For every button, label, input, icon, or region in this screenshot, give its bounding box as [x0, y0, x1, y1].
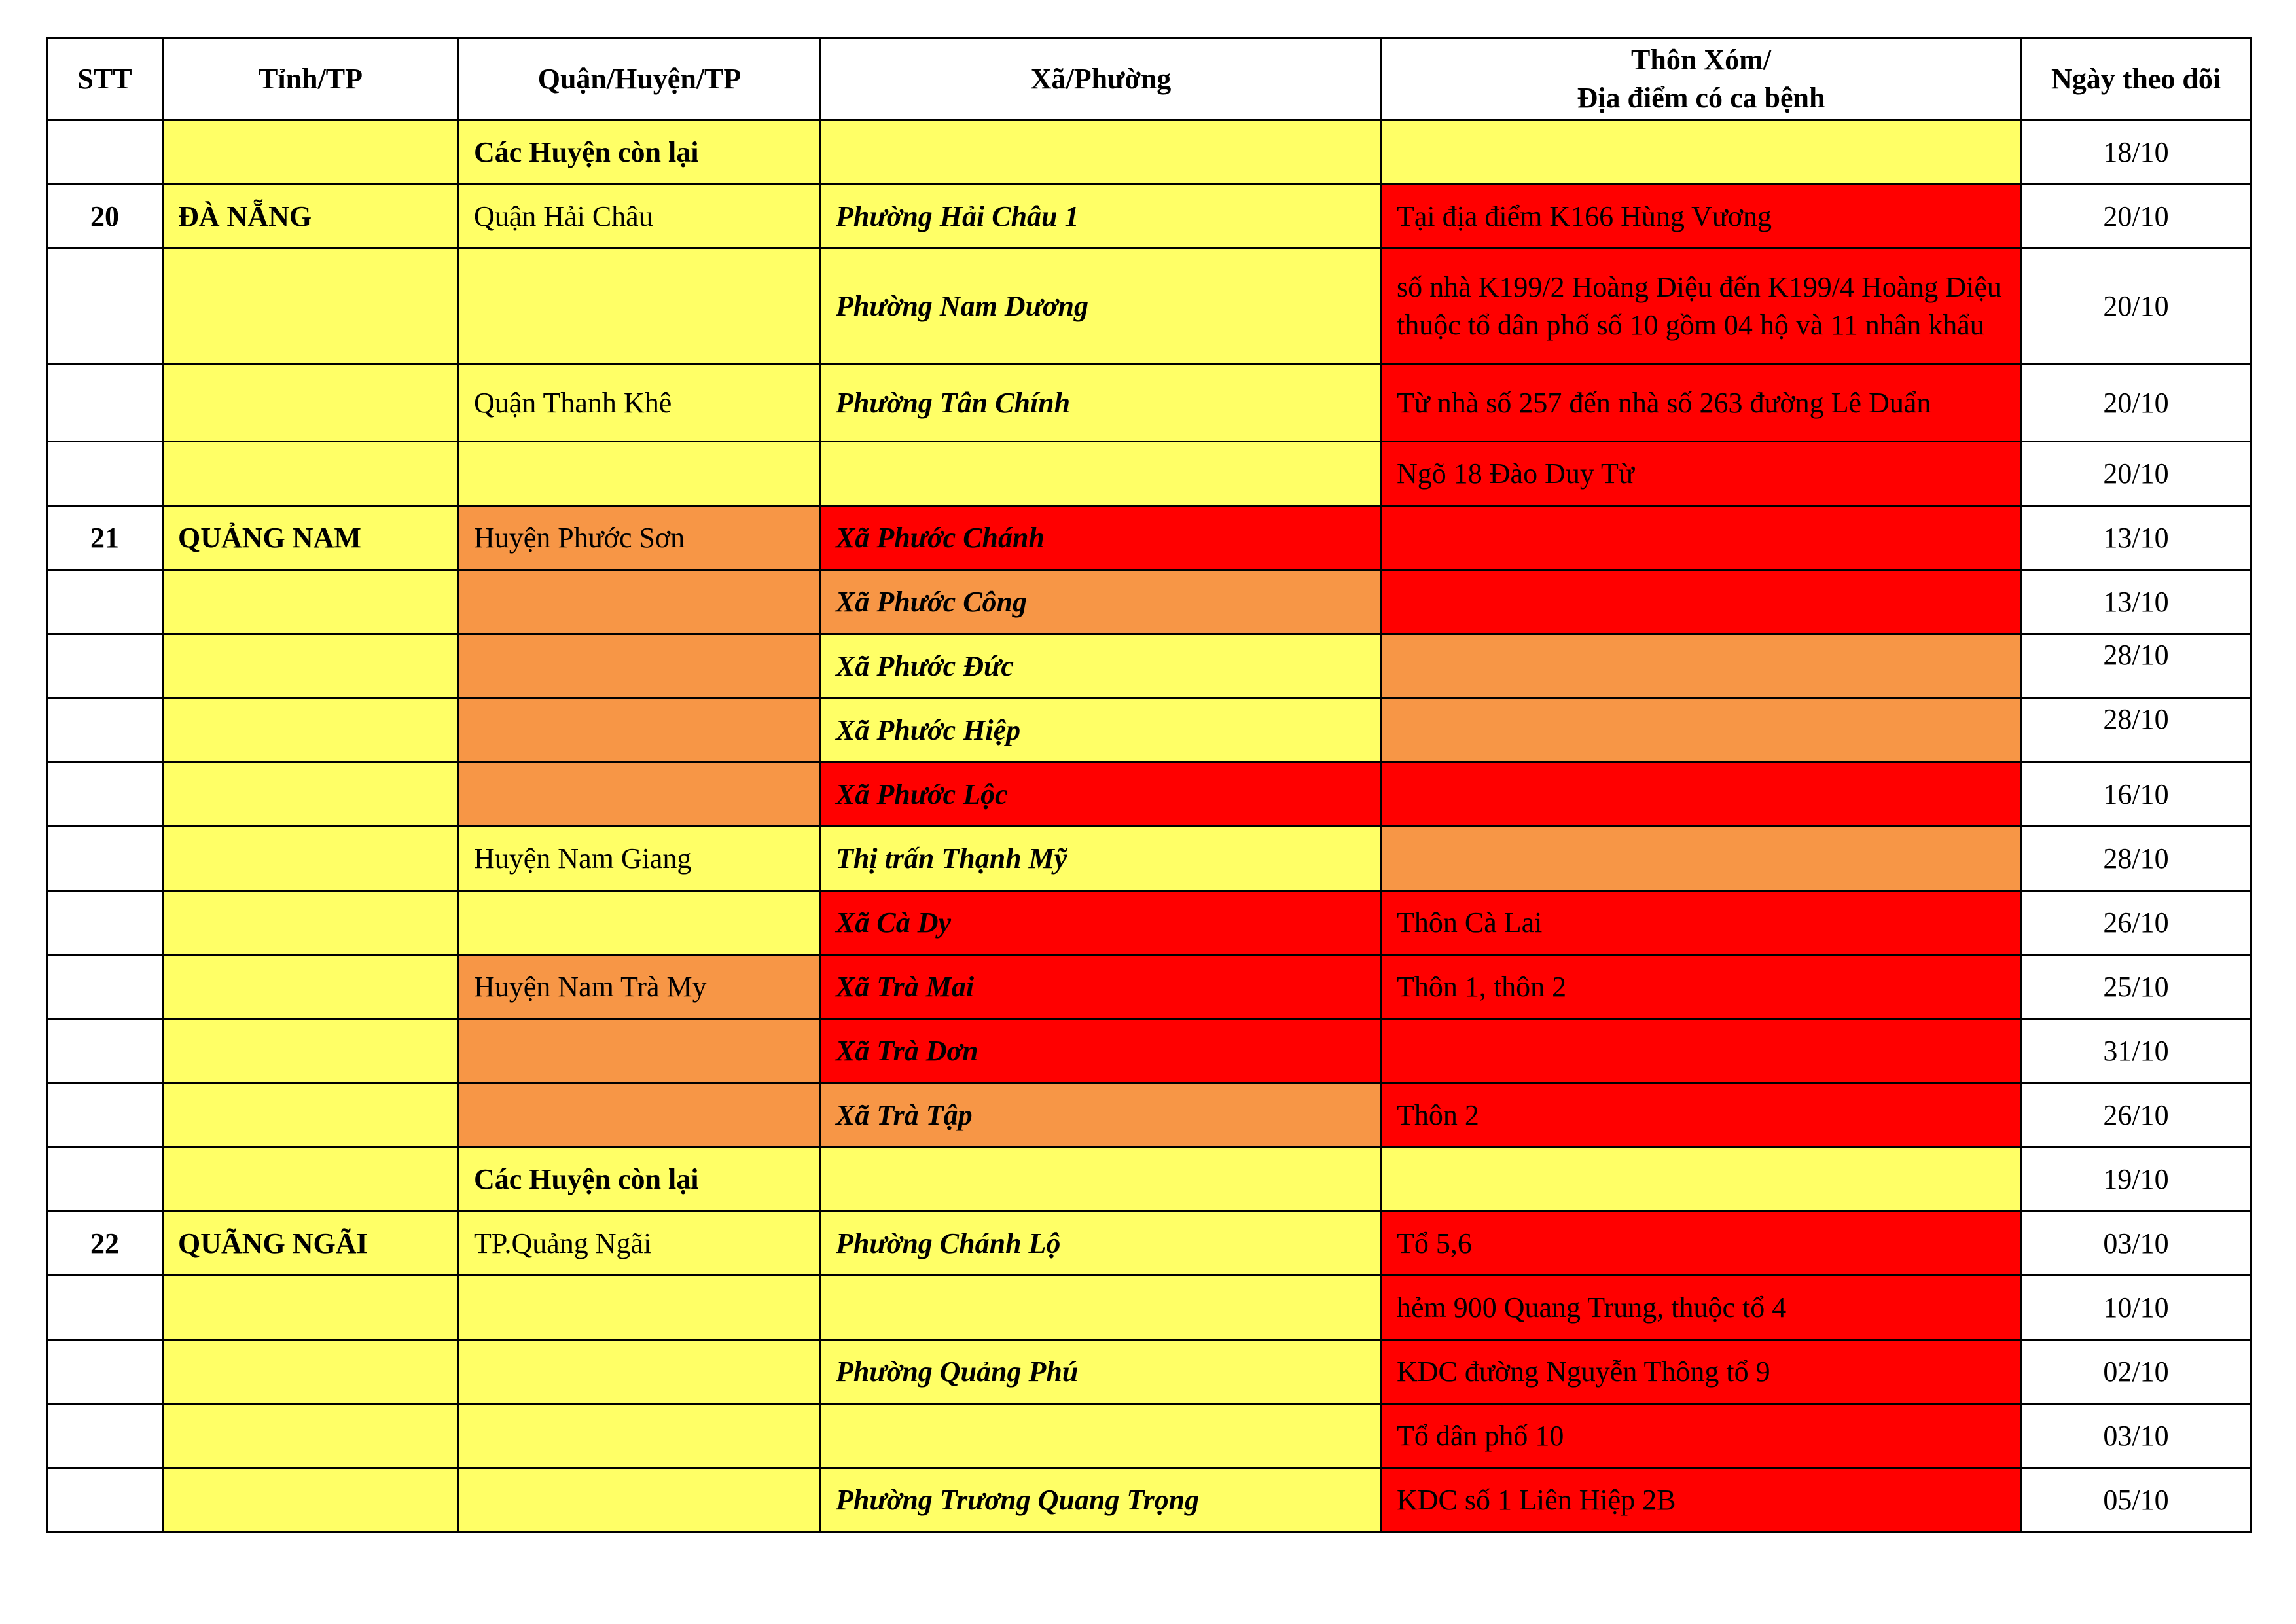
ward-cell: Xã Phước Chánh: [821, 506, 1382, 570]
table-row: [47, 120, 2251, 185]
hamlet-cell: Tổ dân phố 10: [1382, 1404, 2021, 1468]
stt-cell: [47, 1340, 163, 1404]
table-row: [47, 1083, 2251, 1147]
stt-cell: [47, 1276, 163, 1340]
table-row: [47, 185, 2251, 249]
table-row: [47, 1404, 2251, 1468]
table-row: [47, 570, 2251, 634]
stt-cell: [47, 634, 163, 698]
province-cell: [163, 442, 459, 506]
province-cell: [163, 120, 459, 185]
province-cell: [163, 1083, 459, 1147]
district-cell: Các Huyện còn lại: [459, 1147, 821, 1212]
ward-cell: Phường Nam Dương: [821, 249, 1382, 365]
hamlet-cell: hẻm 900 Quang Trung, thuộc tổ 4: [1382, 1276, 2021, 1340]
province-cell: ĐÀ NẴNG: [163, 185, 459, 249]
stt-cell: [47, 442, 163, 506]
table-row: [47, 1340, 2251, 1404]
hamlet-cell: Tại địa điểm K166 Hùng Vương: [1382, 185, 2021, 249]
district-cell: [459, 1019, 821, 1083]
ward-cell: [821, 1276, 1382, 1340]
province-cell: [163, 891, 459, 955]
stt-cell: [47, 891, 163, 955]
stt-cell: [47, 1468, 163, 1532]
table-row: [47, 442, 2251, 506]
table-row: [47, 1019, 2251, 1083]
province-cell: [163, 249, 459, 365]
ward-cell: Xã Trà Mai: [821, 955, 1382, 1019]
ward-cell: Xã Phước Công: [821, 570, 1382, 634]
date-cell: 18/10: [2021, 120, 2251, 185]
ward-cell: [821, 120, 1382, 185]
hamlet-cell: Thôn Cà Lai: [1382, 891, 2021, 955]
header-ward: Xã/Phường: [821, 39, 1382, 120]
header-date: Ngày theo dõi: [2021, 39, 2251, 120]
district-cell: [459, 442, 821, 506]
ward-cell: Thị trấn Thạnh Mỹ: [821, 827, 1382, 891]
table-row: [47, 763, 2251, 827]
province-cell: [163, 1404, 459, 1468]
stt-cell: 22: [47, 1212, 163, 1276]
stt-cell: [47, 955, 163, 1019]
district-cell: [459, 634, 821, 698]
date-cell: 13/10: [2021, 570, 2251, 634]
district-cell: Huyện Nam Trà My: [459, 955, 821, 1019]
stt-cell: [47, 570, 163, 634]
province-cell: [163, 955, 459, 1019]
province-cell: [163, 1340, 459, 1404]
hamlet-cell: KDC số 1 Liên Hiệp 2B: [1382, 1468, 2021, 1532]
table-row: [47, 506, 2251, 570]
ward-cell: Xã Cà Dy: [821, 891, 1382, 955]
district-cell: [459, 1276, 821, 1340]
hamlet-cell: KDC đường Nguyễn Thông tổ 9: [1382, 1340, 2021, 1404]
province-cell: [163, 634, 459, 698]
province-cell: [163, 1276, 459, 1340]
stt-cell: [47, 1083, 163, 1147]
date-cell: 26/10: [2021, 1083, 2251, 1147]
district-cell: Các Huyện còn lại: [459, 120, 821, 185]
table-row: [47, 1147, 2251, 1212]
hamlet-cell: Từ nhà số 257 đến nhà số 263 đường Lê Duẩn: [1382, 365, 2021, 442]
province-cell: QUẢNG NAM: [163, 506, 459, 570]
date-cell: 20/10: [2021, 365, 2251, 442]
date-cell: 28/10: [2021, 698, 2251, 763]
hamlet-cell: Tổ 5,6: [1382, 1212, 2021, 1276]
date-cell: 05/10: [2021, 1468, 2251, 1532]
date-cell: 26/10: [2021, 891, 2251, 955]
date-cell: 13/10: [2021, 506, 2251, 570]
date-cell: 02/10: [2021, 1340, 2251, 1404]
province-cell: [163, 365, 459, 442]
province-cell: [163, 570, 459, 634]
province-cell: [163, 1468, 459, 1532]
date-cell: 20/10: [2021, 442, 2251, 506]
date-cell: 03/10: [2021, 1404, 2251, 1468]
district-cell: [459, 249, 821, 365]
table-row: [47, 698, 2251, 763]
hamlet-cell: số nhà K199/2 Hoàng Diệu đến K199/4 Hoàng Diệu thuộc tổ dân phố số 10 gồm 04 hộ và 11 nhân khẩu: [1382, 249, 2021, 365]
table-row: [47, 1276, 2251, 1340]
district-cell: Huyện Nam Giang: [459, 827, 821, 891]
date-cell: 19/10: [2021, 1147, 2251, 1212]
district-cell: [459, 1404, 821, 1468]
district-cell: [459, 891, 821, 955]
stt-cell: [47, 365, 163, 442]
date-cell: 28/10: [2021, 827, 2251, 891]
date-cell: 16/10: [2021, 763, 2251, 827]
ward-cell: Phường Tân Chính: [821, 365, 1382, 442]
district-cell: [459, 1340, 821, 1404]
date-cell: 31/10: [2021, 1019, 2251, 1083]
district-cell: Quận Thanh Khê: [459, 365, 821, 442]
hamlet-cell: [1382, 570, 2021, 634]
hamlet-cell: [1382, 827, 2021, 891]
date-cell: 20/10: [2021, 185, 2251, 249]
hamlet-cell: [1382, 698, 2021, 763]
ward-cell: Xã Phước Hiệp: [821, 698, 1382, 763]
district-cell: Huyện Phước Sơn: [459, 506, 821, 570]
hamlet-cell: Ngõ 18 Đào Duy Từ: [1382, 442, 2021, 506]
district-cell: [459, 1083, 821, 1147]
header-province: Tỉnh/TP: [163, 39, 459, 120]
ward-cell: Phường Quảng Phú: [821, 1340, 1382, 1404]
district-cell: TP.Quảng Ngãi: [459, 1212, 821, 1276]
table-row: [47, 365, 2251, 442]
province-cell: [163, 827, 459, 891]
table-row: [47, 634, 2251, 698]
stt-cell: [47, 827, 163, 891]
date-cell: 10/10: [2021, 1276, 2251, 1340]
table-row: [47, 827, 2251, 891]
header-row: [47, 39, 2251, 120]
district-cell: [459, 570, 821, 634]
district-cell: [459, 763, 821, 827]
stt-cell: [47, 249, 163, 365]
ward-cell: Xã Trà Dơn: [821, 1019, 1382, 1083]
hamlet-cell: [1382, 634, 2021, 698]
ward-cell: Phường Hải Châu 1: [821, 185, 1382, 249]
hamlet-cell: [1382, 1019, 2021, 1083]
stt-cell: 21: [47, 506, 163, 570]
ward-cell: Xã Phước Đức: [821, 634, 1382, 698]
district-cell: Quận Hải Châu: [459, 185, 821, 249]
date-cell: 25/10: [2021, 955, 2251, 1019]
stt-cell: 20: [47, 185, 163, 249]
date-cell: 28/10: [2021, 634, 2251, 698]
province-cell: [163, 1147, 459, 1212]
ward-cell: Xã Trà Tập: [821, 1083, 1382, 1147]
ward-cell: Phường Trương Quang Trọng: [821, 1468, 1382, 1532]
ward-cell: [821, 1404, 1382, 1468]
hamlet-cell: Thôn 2: [1382, 1083, 2021, 1147]
date-cell: 03/10: [2021, 1212, 2251, 1276]
hamlet-cell: [1382, 506, 2021, 570]
stt-cell: [47, 1019, 163, 1083]
province-cell: [163, 1019, 459, 1083]
table-row: [47, 891, 2251, 955]
table-row: [47, 249, 2251, 365]
table-row: [47, 1468, 2251, 1532]
stt-cell: [47, 763, 163, 827]
district-cell: [459, 1468, 821, 1532]
header-district: Quận/Huyện/TP: [459, 39, 821, 120]
hamlet-cell: [1382, 1147, 2021, 1212]
header-stt: STT: [47, 39, 163, 120]
province-cell: [163, 763, 459, 827]
ward-cell: Xã Phước Lộc: [821, 763, 1382, 827]
table-row: [47, 955, 2251, 1019]
stt-cell: [47, 1147, 163, 1212]
stt-cell: [47, 120, 163, 185]
ward-cell: [821, 442, 1382, 506]
district-cell: [459, 698, 821, 763]
ward-cell: Phường Chánh Lộ: [821, 1212, 1382, 1276]
header-hamlet: [1382, 39, 2021, 120]
table-row: [47, 1212, 2251, 1276]
province-cell: QUÃNG NGÃI: [163, 1212, 459, 1276]
ward-cell: [821, 1147, 1382, 1212]
header-hamlet-line1: Thôn Xóm/: [1631, 44, 1771, 76]
header-hamlet-line2: Địa điểm có ca bệnh: [1577, 82, 1825, 114]
date-cell: 20/10: [2021, 249, 2251, 365]
stt-cell: [47, 698, 163, 763]
stt-cell: [47, 1404, 163, 1468]
hamlet-cell: [1382, 763, 2021, 827]
province-cell: [163, 698, 459, 763]
hamlet-cell: Thôn 1, thôn 2: [1382, 955, 2021, 1019]
hamlet-cell: [1382, 120, 2021, 185]
tracking-table: [46, 37, 2252, 1533]
